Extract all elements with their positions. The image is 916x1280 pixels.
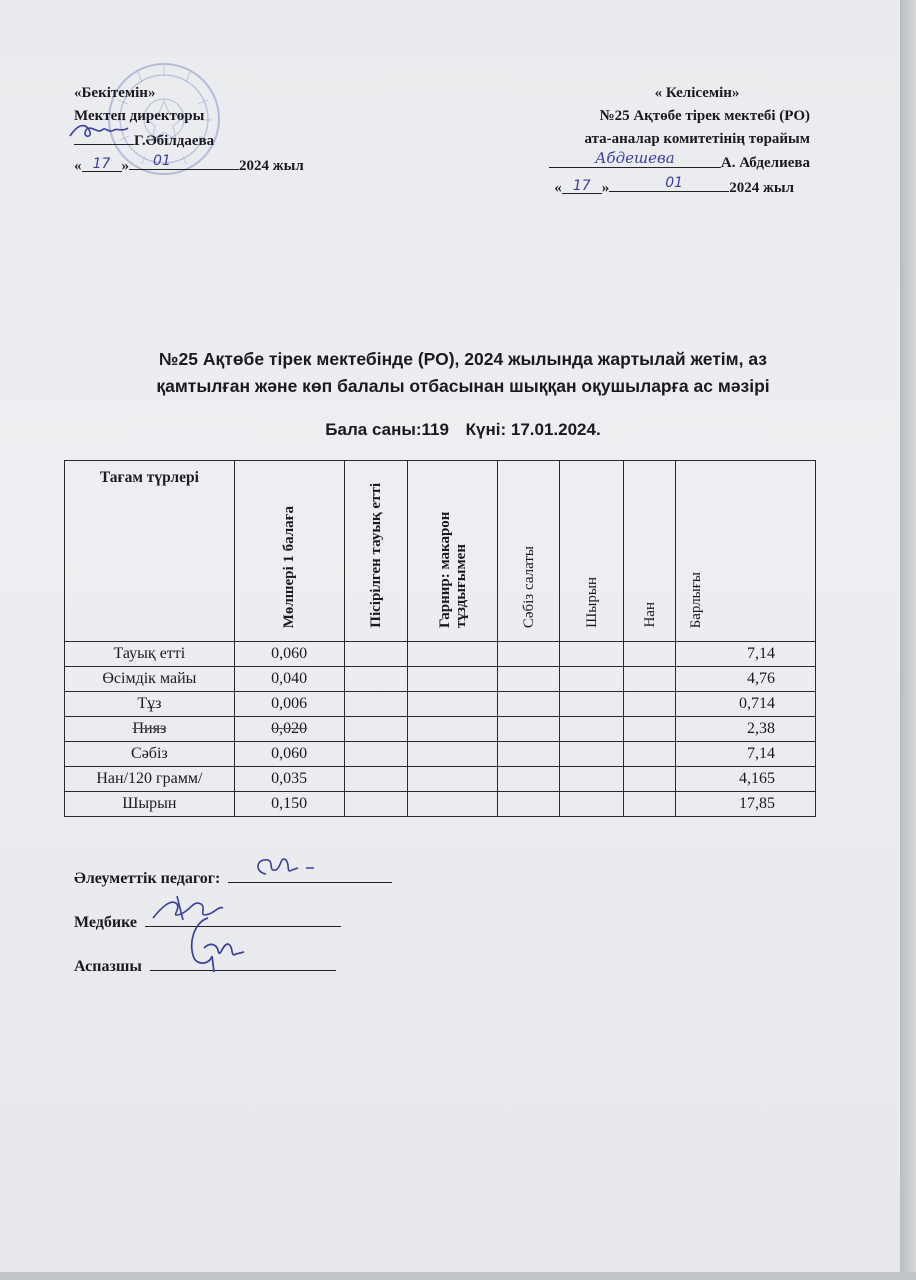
- row-qty: 0,060: [234, 742, 344, 767]
- table-row: [65, 692, 816, 717]
- agreement-date: « 17 » 01 2024 жыл: [524, 175, 810, 200]
- menu-table: [64, 460, 816, 817]
- approval-day: 17: [92, 156, 111, 172]
- cook-label: Аспазшы: [74, 958, 142, 975]
- pedagog-signature-icon: [246, 852, 326, 882]
- children-count: Бала саны:119: [325, 420, 449, 439]
- approve-label: «Бекітемін»: [74, 85, 156, 101]
- row-total: 0,714: [676, 692, 816, 717]
- row-qty: 0,035: [234, 767, 344, 792]
- title-line-2: қамтылған және көп балалы отбасынан шыққан оқушыларға ас мәзірі: [156, 376, 770, 396]
- row-total: 4,76: [676, 667, 816, 692]
- row-name: Нан/120 грамм/: [65, 767, 235, 792]
- header-carrot-salad: Сәбіз салаты: [498, 461, 560, 642]
- agreement-year: 2024 жыл: [729, 180, 794, 196]
- agreement-block: [524, 82, 810, 200]
- row-name: Өсімдік майы: [65, 667, 235, 692]
- director-signature-icon: [68, 120, 130, 142]
- row-qty: 0,040: [234, 667, 344, 692]
- pedagog-signature-block: [74, 866, 392, 888]
- approval-year: 2024 жыл: [239, 158, 304, 174]
- agreement-month: 01: [665, 175, 684, 191]
- table-row: [65, 792, 816, 817]
- approval-month: 01: [153, 153, 171, 169]
- header-total: Барлығы: [676, 461, 816, 642]
- header-garnish: Гарнир: макарон тұздығымен: [408, 461, 498, 642]
- page-bottom-edge: [0, 1272, 916, 1280]
- row-total: 7,14: [676, 642, 816, 667]
- nurse-label: Медбике: [74, 914, 138, 931]
- table-row: [65, 742, 816, 767]
- row-total: 17,85: [676, 792, 816, 817]
- cook-signature-block: [74, 954, 336, 976]
- row-qty: 0,060: [234, 642, 344, 667]
- pedagog-label: Әлеуметтік педагог:: [74, 870, 221, 887]
- title-line-1: №25 Ақтөбе тірек мектебінде (РО), 2024 жылында жартылай жетім, аз: [159, 349, 767, 369]
- row-qty: 0,006: [234, 692, 344, 717]
- header-juice: Шырын: [560, 461, 624, 642]
- agree-committee: ата-аналар комитетінің төрайым: [584, 131, 810, 147]
- row-name: Пияз: [65, 717, 235, 742]
- director-name: Г.Әбілдаева: [134, 133, 215, 149]
- approval-block: [74, 82, 304, 178]
- row-name: Тұз: [65, 692, 235, 717]
- table-row: [65, 717, 816, 742]
- agree-label: « Келісемін»: [654, 85, 740, 101]
- row-name: Шырын: [65, 792, 235, 817]
- document-title: [70, 346, 856, 400]
- row-total: 7,14: [676, 742, 816, 767]
- table-row: [65, 642, 816, 667]
- row-total: 4,165: [676, 767, 816, 792]
- document-subtitle: [70, 420, 856, 440]
- header-food-types: Тағам түрлері: [65, 461, 235, 642]
- header-cooked-chicken: Пісірілген тауық етті: [344, 461, 408, 642]
- row-name: Тауық етті: [65, 642, 235, 667]
- row-name: Сәбіз: [65, 742, 235, 767]
- chair-name: А. Абделиева: [720, 155, 810, 171]
- row-total: 2,38: [676, 717, 816, 742]
- director-position: Мектеп директоры: [74, 108, 205, 124]
- header-quantity: Мөлшері 1 балаға: [234, 461, 344, 642]
- agreement-day: 17: [572, 178, 591, 194]
- cook-signature-icon: [164, 914, 254, 974]
- chair-signature: Абдешева: [595, 149, 675, 167]
- page-edge: [900, 0, 916, 1280]
- table-header-row: [65, 461, 816, 642]
- table-row: [65, 767, 816, 792]
- approval-date: « 17 » 01 2024 жыл: [74, 153, 304, 178]
- row-qty: 0,150: [234, 792, 344, 817]
- menu-date: Күні: 17.01.2024.: [465, 420, 601, 439]
- table-row: [65, 667, 816, 692]
- director-signature-line: [74, 128, 304, 153]
- header-bread: Нан: [624, 461, 676, 642]
- row-qty: 0,020: [234, 717, 344, 742]
- agree-school: №25 Ақтөбе тірек мектебі (РО): [599, 108, 810, 124]
